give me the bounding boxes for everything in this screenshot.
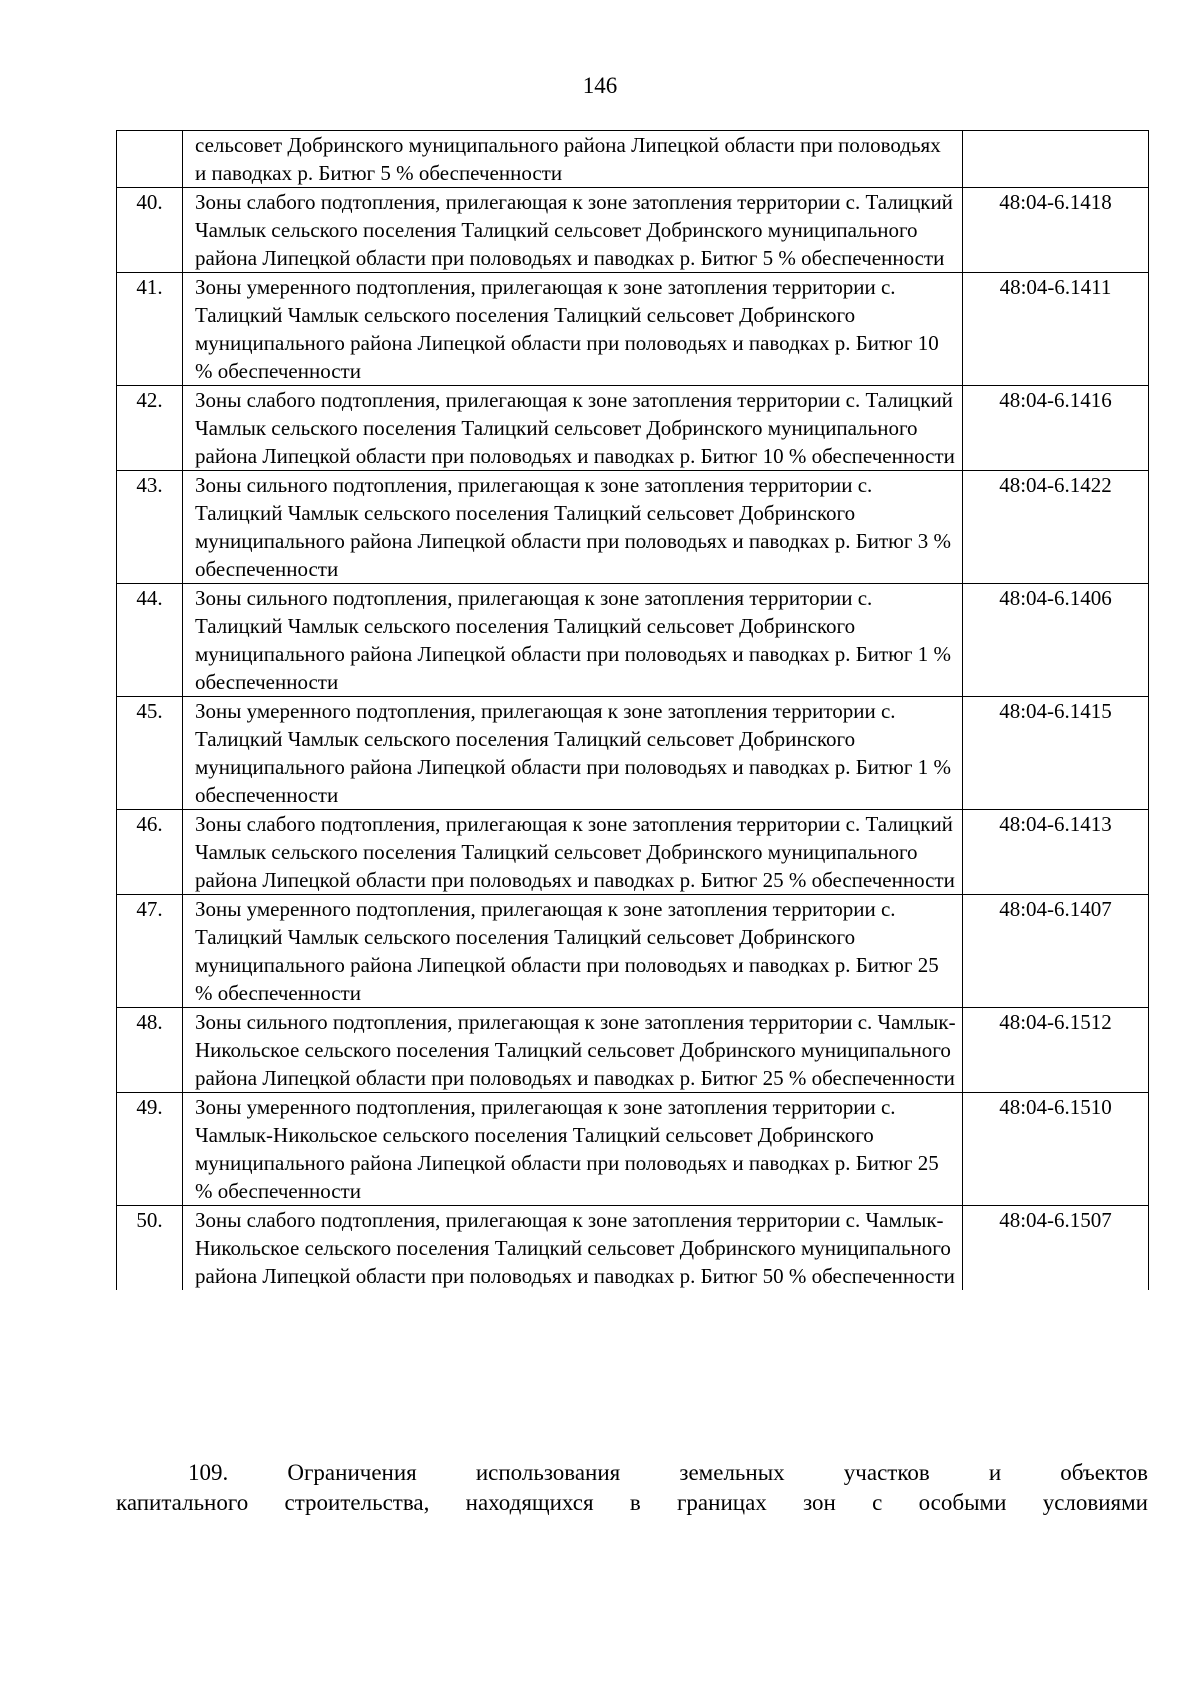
row-number: 50. [117, 1206, 183, 1291]
row-registry-code: 48:04-6.1512 [963, 1008, 1149, 1093]
table-row [117, 131, 1149, 188]
table-row [117, 697, 1149, 810]
row-number: 40. [117, 188, 183, 273]
row-description: Зоны умеренного подтопления, прилегающая к зоне затопления территории с. Талицкий Чамлык сельского поселения Талицкий сельсовет Добринского муниципального района Липецкой области при половодьях и паводках р. Битюг 25 % обеспеченности [183, 895, 963, 1008]
paragraph-line: 109. Ограничения использования земельных участков и объектов [188, 1460, 1148, 1485]
row-number: 45. [117, 697, 183, 810]
row-registry-code: 48:04-6.1510 [963, 1093, 1149, 1206]
row-registry-code: 48:04-6.1422 [963, 471, 1149, 584]
table-row [117, 386, 1149, 471]
table-row [117, 810, 1149, 895]
table-row [117, 188, 1149, 273]
row-number: 49. [117, 1093, 183, 1206]
row-description: Зоны умеренного подтопления, прилегающая к зоне затопления территории с. Чамлык-Никольское сельского поселения Талицкий сельсовет Добринского муниципального района Липецкой области при половодьях и паводках р. Битюг 25 % обеспеченности [183, 1093, 963, 1206]
table-row [117, 1093, 1149, 1206]
row-registry-code: 48:04-6.1407 [963, 895, 1149, 1008]
row-number [117, 131, 183, 188]
row-registry-code: 48:04-6.1406 [963, 584, 1149, 697]
zones-table [116, 130, 1149, 1290]
row-description: Зоны сильного подтопления, прилегающая к зоне затопления территории с. Чамлык-Никольское сельского поселения Талицкий сельсовет Добринского муниципального района Липецкой области при половодьях и паводках р. Битюг 25 % обеспеченности [183, 1008, 963, 1093]
table-row [117, 1206, 1149, 1291]
row-description: Зоны слабого подтопления, прилегающая к зоне затопления территории с. Талицкий Чамлык сельского поселения Талицкий сельсовет Добринского муниципального района Липецкой области при половодьях и паводках р. Битюг 10 % обеспеченности [183, 386, 963, 471]
row-description: Зоны сильного подтопления, прилегающая к зоне затопления территории с. Талицкий Чамлык сельского поселения Талицкий сельсовет Добринского муниципального района Липецкой области при половодьях и паводках р. Битюг 1 % обеспеченности [183, 584, 963, 697]
table-row [117, 471, 1149, 584]
row-number: 43. [117, 471, 183, 584]
row-registry-code [963, 131, 1149, 188]
row-registry-code: 48:04-6.1411 [963, 273, 1149, 386]
row-registry-code: 48:04-6.1507 [963, 1206, 1149, 1291]
table-row [117, 584, 1149, 697]
row-description: Зоны слабого подтопления, прилегающая к зоне затопления территории с. Талицкий Чамлык сельского поселения Талицкий сельсовет Добринского муниципального района Липецкой области при половодьях и паводках р. Битюг 25 % обеспеченности [183, 810, 963, 895]
row-description: Зоны слабого подтопления, прилегающая к зоне затопления территории с. Талицкий Чамлык сельского поселения Талицкий сельсовет Добринского муниципального района Липецкой области при половодьях и паводках р. Битюг 5 % обеспеченности [183, 188, 963, 273]
row-number: 48. [117, 1008, 183, 1093]
row-description: Зоны умеренного подтопления, прилегающая к зоне затопления территории с. Талицкий Чамлык сельского поселения Талицкий сельсовет Добринского муниципального района Липецкой области при половодьях и паводках р. Битюг 10 % обеспеченности [183, 273, 963, 386]
row-description: сельсовет Добринского муниципального района Липецкой области при половодьях и паводках р. Битюг 5 % обеспеченности [183, 131, 963, 188]
row-description: Зоны умеренного подтопления, прилегающая к зоне затопления территории с. Талицкий Чамлык сельского поселения Талицкий сельсовет Добринского муниципального района Липецкой области при половодьях и паводках р. Битюг 1 % обеспеченности [183, 697, 963, 810]
row-number: 42. [117, 386, 183, 471]
table-row [117, 273, 1149, 386]
row-registry-code: 48:04-6.1416 [963, 386, 1149, 471]
row-registry-code: 48:04-6.1415 [963, 697, 1149, 810]
row-registry-code: 48:04-6.1413 [963, 810, 1149, 895]
row-number: 41. [117, 273, 183, 386]
table-row [117, 1008, 1149, 1093]
row-registry-code: 48:04-6.1418 [963, 188, 1149, 273]
table-row [117, 895, 1149, 1008]
body-paragraph [116, 1458, 1148, 1518]
row-description: Зоны сильного подтопления, прилегающая к зоне затопления территории с. Талицкий Чамлык сельского поселения Талицкий сельсовет Добринского муниципального района Липецкой области при половодьях и паводках р. Битюг 3 % обеспеченности [183, 471, 963, 584]
row-description: Зоны слабого подтопления, прилегающая к зоне затопления территории с. Чамлык-Никольское сельского поселения Талицкий сельсовет Добринского муниципального района Липецкой области при половодьях и паводках р. Битюг 50 % обеспеченности [183, 1206, 963, 1291]
row-number: 46. [117, 810, 183, 895]
row-number: 44. [117, 584, 183, 697]
page-number: 146 [582, 73, 618, 98]
paragraph-line: капитального строительства, находящихся в границах зон с особыми условиями [116, 1490, 1148, 1515]
row-number: 47. [117, 895, 183, 1008]
